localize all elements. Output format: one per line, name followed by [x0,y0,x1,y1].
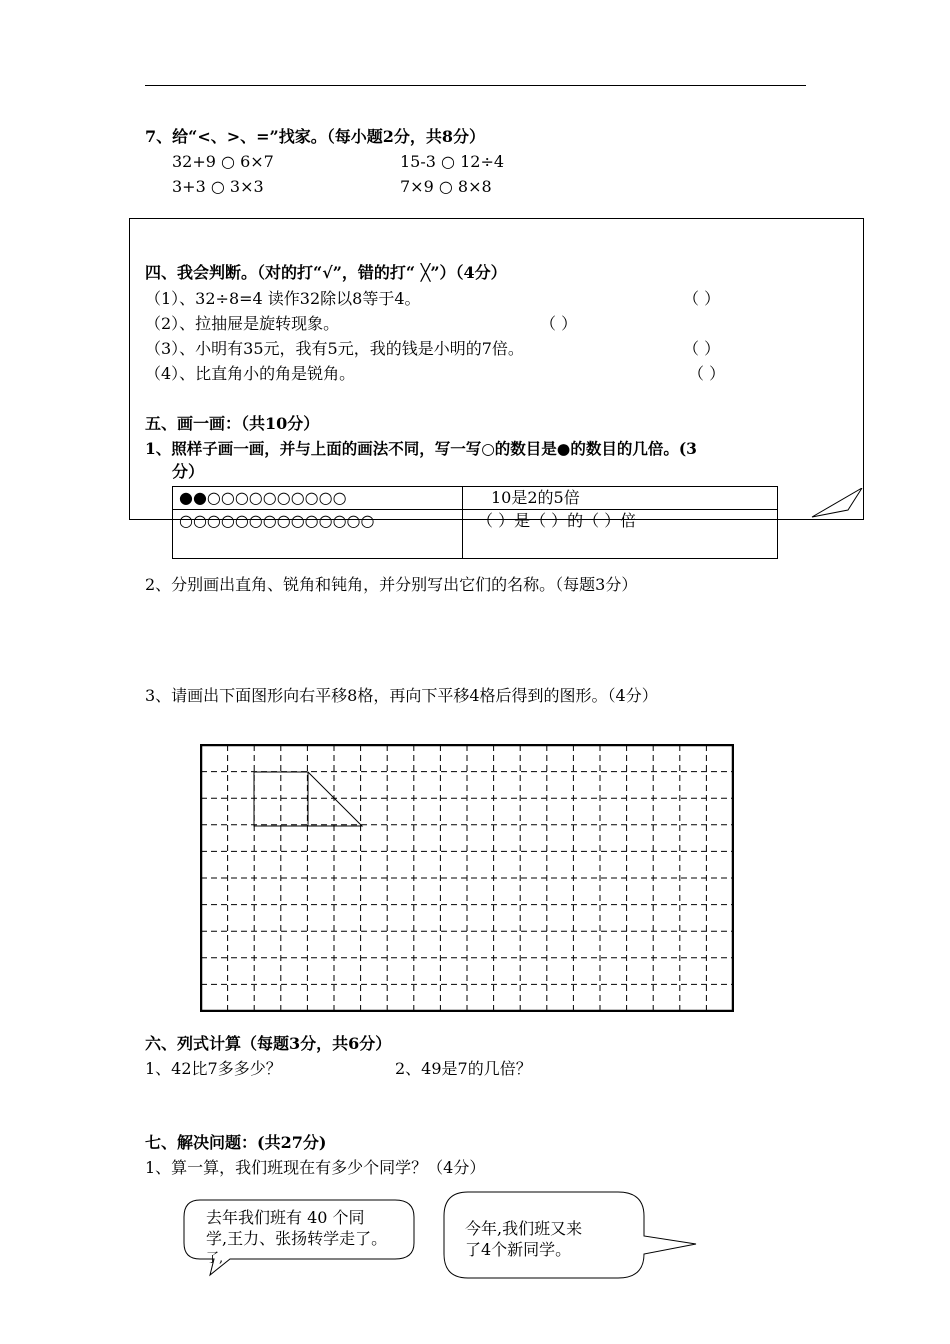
section7-q1: 1、算一算，我们班现在有多少个同学？（4分） [145,1158,486,1177]
answer-bracket[interactable]: （ ） [688,364,726,383]
q7-title: 7、给“<、>、=”找家。（每小题2分，共8分） [145,127,486,146]
practice-text[interactable]: （ ）是（ ）的（ ）倍 [463,510,778,559]
q7-item: 15-3 ○ 12÷4 [400,152,505,171]
practice-dots: ○○○○○○○○○○○○○○ [173,510,463,559]
judge-item: （4）、比直角小的角是锐角。 [145,364,356,383]
section4-title: 四、我会判断。（对的打“√”，错的打“ ╳”）（4分） [145,263,507,282]
answer-bracket[interactable]: （ ） [683,289,721,308]
sample-text: 10是2的5倍 [463,487,778,510]
answer-bracket[interactable]: （ ） [540,314,578,333]
q7-item: 32+9 ○ 6×7 [172,152,274,171]
section5-q3: 3、请画出下面图形向右平移8格，再向下平移4格后得到的图形。（4分） [145,686,658,705]
section5-q1-cont: 分） [172,462,205,481]
sample-table [172,486,778,559]
section5-q1: 1、照样子画一画，并与上面的画法不同，写一写○的数目是●的数目的几倍。(3 [145,439,697,458]
bubble-left-line: 了, [206,1251,224,1266]
trapezoid-figure [254,772,362,826]
section5-q2: 2、分别画出直角、锐角和钝角，并分别写出它们的名称。（每题3分） [145,575,638,594]
bubble-left-line: 去年我们班有 40 个同 [206,1208,365,1227]
section6-title: 六、列式计算（每题3分，共6分） [145,1034,392,1053]
bubble-left-line: 学,王力、张扬转学走了。 [206,1229,388,1248]
judge-item: （2）、拉抽屉是旋转现象。 [145,314,340,333]
judge-item: （3）、小明有35元，我有5元，我的钱是小明的7倍。 [145,339,524,358]
section6-q1: 1、42比7多多少？ [145,1059,282,1078]
judge-item: （1）、32÷8=4 读作32除以8等于4。 [145,289,421,308]
q7-item: 3+3 ○ 3×3 [172,177,264,196]
section5-title: 五、画一画：（共10分） [145,414,320,433]
q7-item: 7×9 ○ 8×8 [400,177,492,196]
answer-bracket[interactable]: （ ） [683,339,721,358]
folded-corner-icon [800,488,870,520]
section6-q2: 2、49是7的几倍？ [395,1059,532,1078]
top-rule [145,85,806,86]
bubble-right-line: 了4个新同学。 [465,1240,572,1259]
sample-dots: ●●○○○○○○○○○○ [173,487,463,510]
section7-title: 七、解决问题：(共27分) [145,1133,327,1152]
dashed-grid[interactable] [200,744,734,1012]
bubble-right-line: 今年,我们班又来 [465,1219,583,1238]
